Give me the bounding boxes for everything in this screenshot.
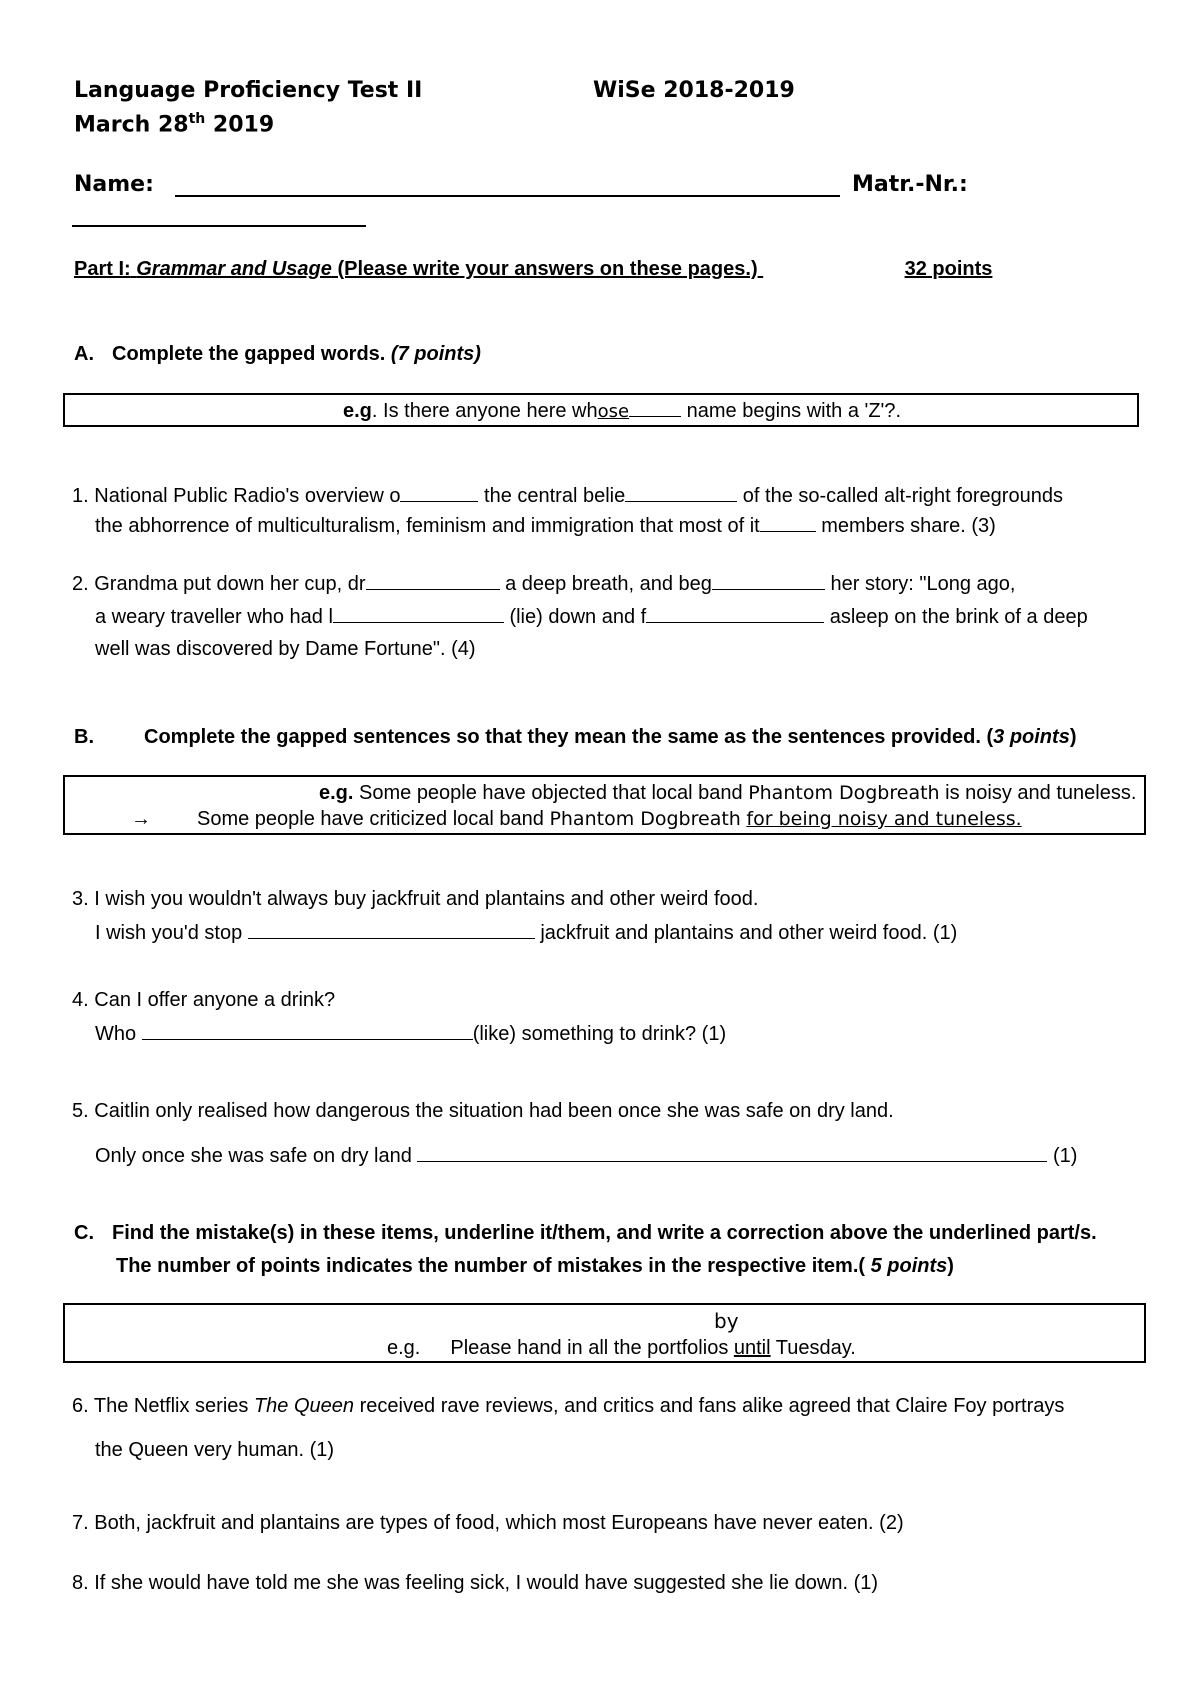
sectionA-title: Complete the gapped words.	[112, 343, 386, 365]
part1-note: (Please write your answers on these pages.)	[337, 258, 758, 280]
item-6-title: The Queen	[253, 1395, 355, 1417]
item-4-text-a: Can I offer anyone a drink?	[94, 989, 336, 1011]
gap-2c[interactable]	[333, 604, 504, 623]
matr-field[interactable]	[72, 200, 366, 227]
item-4-text-c: (like) something to drink? (1)	[472, 1023, 727, 1045]
sectionC-line-2: The number of points indicates the number of mistakes in the respective item.(	[116, 1255, 866, 1277]
exam-date	[74, 106, 274, 138]
date-superscript: th	[188, 111, 206, 127]
item-number: 5.	[72, 1100, 89, 1122]
sectionB-close: )	[1069, 726, 1077, 748]
gap-5[interactable]	[417, 1143, 1047, 1162]
sectionC-heading-line-1	[74, 1221, 1097, 1245]
item-number: 8.	[72, 1572, 89, 1594]
item-5-line-1	[72, 1099, 894, 1123]
gap-2a[interactable]	[366, 571, 500, 590]
sectionC-close: )	[947, 1255, 954, 1277]
item-2-line-1	[72, 571, 1015, 596]
sectionB-heading	[74, 725, 1076, 749]
item-number: 2.	[72, 573, 89, 595]
example-band: Phantom Dogbreath	[748, 782, 940, 804]
item-1-text-e: members share. (3)	[815, 515, 996, 537]
example-dot: .	[371, 400, 378, 422]
item-3-text-b: I wish you'd stop	[95, 922, 248, 944]
name-field[interactable]	[175, 172, 840, 197]
sectionB-points: 3 points	[993, 726, 1070, 748]
item-5-text-b: Only once she was safe on dry land	[95, 1145, 418, 1167]
example-text-b: is noisy and tuneless.	[939, 782, 1137, 804]
sectionC-example-box	[63, 1303, 1146, 1363]
item-6-line-1	[72, 1394, 1064, 1418]
example-prefix: e.g.	[387, 1337, 421, 1359]
matr-label: Matr.-Nr.:	[852, 172, 968, 197]
name-label: Name:	[74, 172, 154, 197]
item-5-line-2	[95, 1143, 1077, 1168]
item-2-text-b: a deep breath, and beg	[499, 573, 712, 595]
item-4-line-2	[95, 1021, 726, 1046]
sectionA-letter: A.	[74, 343, 94, 365]
example-text-a: Some people have objected that local band	[353, 782, 749, 804]
sectionA-points: (7 points)	[390, 343, 481, 365]
gap-1c[interactable]	[760, 513, 816, 532]
part1-title: Grammar and Usage	[136, 258, 332, 280]
item-6-text-b: received rave reviews, and critics and fans alike agreed that Claire Foy portrays	[354, 1395, 1065, 1417]
item-2-text-e: (lie) down and f	[503, 606, 647, 628]
item-1-text-a: National Public Radio's overview o	[94, 485, 401, 507]
example-underlined: until	[733, 1337, 771, 1359]
item-8-line-1	[72, 1571, 878, 1595]
example-pre: Is there anyone here wh	[377, 400, 598, 422]
example-blank	[629, 398, 681, 417]
item-2-text-a: Grandma put down her cup, dr	[94, 573, 366, 595]
date-year: 2019	[212, 112, 275, 138]
sectionB-title: Complete the gapped sentences so that they mean the same as the sentences provided. (	[144, 726, 994, 748]
sectionC-points: 5 points	[865, 1255, 948, 1277]
gap-3[interactable]	[248, 920, 535, 939]
example-prefix: e.g	[343, 400, 372, 422]
gap-1b[interactable]	[625, 483, 737, 502]
date-main: March 28	[74, 112, 189, 138]
part1-heading	[74, 257, 992, 281]
sectionB-example-line-1	[319, 781, 1136, 805]
sectionB-letter: B.	[74, 726, 94, 748]
part1-points: 32 points	[904, 258, 993, 280]
example-correction: by	[714, 1309, 739, 1333]
example-prefix: e.g.	[319, 782, 354, 804]
sectionC-line-1: Find the mistake(s) in these items, underline it/them, and write a correction above the underlined part/s.	[112, 1222, 1097, 1244]
item-number: 4.	[72, 989, 89, 1011]
example-band-2: Phantom Dogbreath	[549, 808, 741, 830]
gap-2b[interactable]	[712, 571, 825, 590]
item-2-line-3: well was discovered by Dame Fortune". (4)	[95, 638, 476, 660]
sectionB-example-line-2	[131, 807, 1022, 831]
item-4-text-b: Who	[95, 1023, 142, 1045]
item-1-text-d: the abhorrence of multiculturalism, feminism and immigration that most of it	[95, 515, 760, 537]
item-2-text-f: asleep on the brink of a deep	[824, 606, 1088, 628]
example-text-b: Tuesday.	[770, 1337, 856, 1359]
arrow-icon: →	[131, 808, 151, 830]
item-1-text-c: of the so-called alt-right foregrounds	[737, 485, 1063, 507]
example-text-c: Some people have criticized local band	[197, 808, 550, 830]
item-2-text-c: her story: "Long ago,	[824, 573, 1016, 595]
item-number: 1.	[72, 485, 89, 507]
example-text-a: Please hand in all the portfolios	[450, 1337, 734, 1359]
example-fill: for being noisy and tuneless.	[746, 808, 1022, 830]
item-3-text-c: jackfruit and plantains and other weird food. (1)	[534, 922, 958, 944]
test-title: Language Proficiency Test II	[74, 78, 423, 103]
sectionC-letter: C.	[74, 1222, 94, 1244]
sectionA-example	[343, 398, 901, 424]
item-5-text-c: (1)	[1047, 1145, 1078, 1167]
item-6-line-2: the Queen very human. (1)	[95, 1439, 335, 1461]
item-2-text-d: a weary traveller who had l	[95, 606, 333, 628]
item-1-line-1	[72, 483, 1063, 508]
gap-2d[interactable]	[646, 604, 824, 623]
example-post: name begins with a 'Z'?.	[681, 400, 902, 422]
item-1-text-b: the central belie	[478, 485, 626, 507]
example-fill: ose	[597, 401, 630, 422]
part1-label: Part I:	[74, 258, 131, 280]
item-1-line-2	[95, 513, 996, 538]
item-3-line-2	[95, 920, 957, 945]
gap-4[interactable]	[142, 1021, 473, 1040]
item-6-text-a: The Netflix series	[93, 1395, 254, 1417]
item-2-line-2	[95, 604, 1088, 629]
gap-1a[interactable]	[400, 483, 478, 502]
sectionC-example-line	[387, 1336, 856, 1360]
item-number: 7.	[72, 1512, 89, 1534]
item-7-text: Both, jackfruit and plantains are types of food, which most Europeans have never eaten. (2)	[88, 1512, 904, 1534]
item-3-line-1	[72, 887, 758, 911]
sectionA-heading	[74, 342, 481, 366]
item-8-text: If she would have told me she was feeling sick, I would have suggested she lie down. (1)	[88, 1572, 879, 1594]
sectionC-heading-line-2	[116, 1254, 954, 1278]
sectionA-example-box	[63, 393, 1139, 427]
item-5-text-a: Caitlin only realised how dangerous the situation had been once she was safe on dry land.	[94, 1100, 894, 1122]
sectionB-example-box	[63, 775, 1146, 835]
semester: WiSe 2018-2019	[593, 78, 795, 103]
item-number: 6.	[72, 1395, 89, 1417]
item-number: 3.	[72, 888, 89, 910]
item-3-text-a: I wish you wouldn't always buy jackfruit and plantains and other weird food.	[94, 888, 759, 910]
item-4-line-1	[72, 988, 335, 1012]
item-7-line-1	[72, 1511, 904, 1535]
